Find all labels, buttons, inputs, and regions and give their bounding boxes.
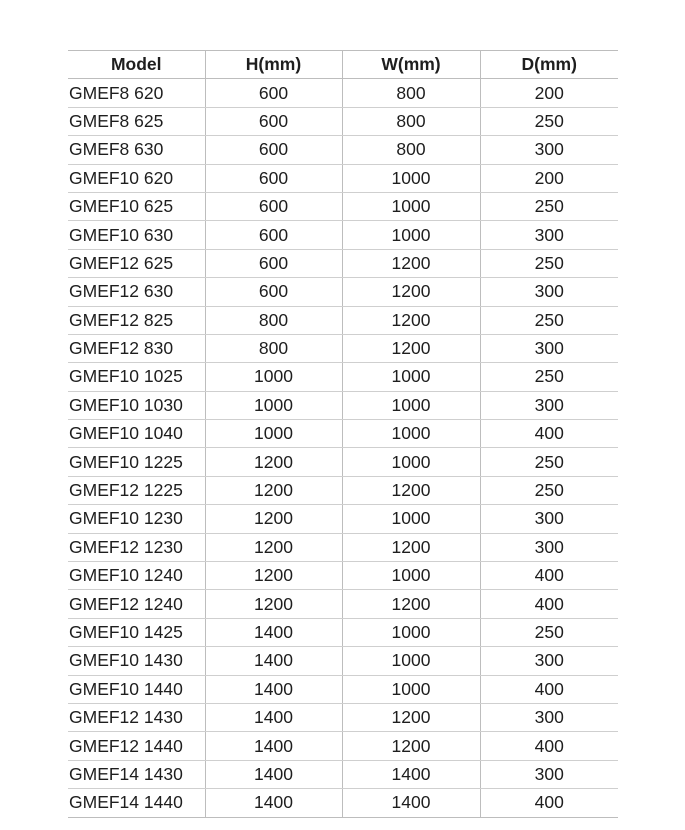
header-width: W(mm) xyxy=(342,51,480,79)
cell-depth: 300 xyxy=(480,533,618,561)
cell-depth: 200 xyxy=(480,164,618,192)
cell-depth: 250 xyxy=(480,107,618,135)
table-row xyxy=(68,136,618,164)
cell-depth: 300 xyxy=(480,760,618,788)
cell-width: 1200 xyxy=(342,732,480,760)
cell-height: 1200 xyxy=(205,533,342,561)
cell-width: 1200 xyxy=(342,249,480,277)
cell-width: 800 xyxy=(342,79,480,107)
cell-depth: 300 xyxy=(480,703,618,731)
cell-width: 1200 xyxy=(342,533,480,561)
cell-depth: 250 xyxy=(480,448,618,476)
cell-model: GMEF10 1025 xyxy=(68,363,205,391)
cell-width: 1000 xyxy=(342,647,480,675)
cell-width: 1000 xyxy=(342,618,480,646)
table-row xyxy=(68,192,618,220)
cell-width: 1000 xyxy=(342,448,480,476)
table-body xyxy=(68,79,618,817)
cell-height: 1200 xyxy=(205,505,342,533)
header-row xyxy=(68,51,618,79)
cell-height: 1400 xyxy=(205,647,342,675)
cell-depth: 400 xyxy=(480,420,618,448)
table-row xyxy=(68,590,618,618)
cell-model: GMEF8 630 xyxy=(68,136,205,164)
cell-height: 800 xyxy=(205,306,342,334)
cell-model: GMEF10 1040 xyxy=(68,420,205,448)
table-row xyxy=(68,391,618,419)
cell-width: 1000 xyxy=(342,391,480,419)
cell-depth: 250 xyxy=(480,618,618,646)
cell-height: 1400 xyxy=(205,675,342,703)
table-row xyxy=(68,562,618,590)
table-row xyxy=(68,789,618,817)
cell-depth: 300 xyxy=(480,136,618,164)
cell-width: 1200 xyxy=(342,278,480,306)
cell-model: GMEF12 630 xyxy=(68,278,205,306)
cell-depth: 250 xyxy=(480,476,618,504)
cell-height: 600 xyxy=(205,278,342,306)
cell-model: GMEF10 625 xyxy=(68,192,205,220)
cell-depth: 400 xyxy=(480,675,618,703)
cell-depth: 250 xyxy=(480,249,618,277)
cell-width: 800 xyxy=(342,107,480,135)
table-row xyxy=(68,647,618,675)
table-row xyxy=(68,760,618,788)
cell-height: 1200 xyxy=(205,562,342,590)
table-row xyxy=(68,249,618,277)
cell-depth: 200 xyxy=(480,79,618,107)
table-row xyxy=(68,703,618,731)
cell-height: 1200 xyxy=(205,448,342,476)
cell-height: 600 xyxy=(205,221,342,249)
cell-model: GMEF14 1440 xyxy=(68,789,205,817)
cell-height: 600 xyxy=(205,79,342,107)
cell-depth: 300 xyxy=(480,647,618,675)
cell-depth: 300 xyxy=(480,505,618,533)
cell-depth: 250 xyxy=(480,306,618,334)
cell-width: 1000 xyxy=(342,221,480,249)
cell-height: 1400 xyxy=(205,789,342,817)
table-row xyxy=(68,278,618,306)
table-row xyxy=(68,79,618,107)
cell-model: GMEF10 630 xyxy=(68,221,205,249)
cell-width: 1000 xyxy=(342,363,480,391)
table-row xyxy=(68,420,618,448)
cell-height: 1400 xyxy=(205,760,342,788)
cell-model: GMEF12 625 xyxy=(68,249,205,277)
cell-model: GMEF10 1225 xyxy=(68,448,205,476)
table-row xyxy=(68,164,618,192)
cell-width: 1000 xyxy=(342,164,480,192)
cell-model: GMEF8 625 xyxy=(68,107,205,135)
cell-height: 600 xyxy=(205,107,342,135)
cell-height: 600 xyxy=(205,136,342,164)
cell-depth: 300 xyxy=(480,278,618,306)
cell-height: 1200 xyxy=(205,590,342,618)
cell-width: 1200 xyxy=(342,334,480,362)
table-row xyxy=(68,618,618,646)
cell-height: 1000 xyxy=(205,420,342,448)
header-model: Model xyxy=(68,51,205,79)
cell-model: GMEF12 1440 xyxy=(68,732,205,760)
cell-width: 1400 xyxy=(342,760,480,788)
cell-depth: 250 xyxy=(480,192,618,220)
cell-depth: 400 xyxy=(480,732,618,760)
table-row xyxy=(68,675,618,703)
cell-model: GMEF10 1425 xyxy=(68,618,205,646)
cell-height: 1400 xyxy=(205,618,342,646)
cell-height: 600 xyxy=(205,164,342,192)
header-depth: D(mm) xyxy=(480,51,618,79)
table-row xyxy=(68,732,618,760)
cell-width: 800 xyxy=(342,136,480,164)
cell-depth: 300 xyxy=(480,221,618,249)
cell-model: GMEF10 1240 xyxy=(68,562,205,590)
cell-width: 1200 xyxy=(342,703,480,731)
header-height: H(mm) xyxy=(205,51,342,79)
cell-model: GMEF12 825 xyxy=(68,306,205,334)
cell-width: 1000 xyxy=(342,192,480,220)
cell-width: 1200 xyxy=(342,306,480,334)
table-row xyxy=(68,476,618,504)
cell-width: 1000 xyxy=(342,675,480,703)
table-row xyxy=(68,107,618,135)
cell-depth: 400 xyxy=(480,590,618,618)
cell-width: 1000 xyxy=(342,562,480,590)
table-row xyxy=(68,221,618,249)
cell-height: 1000 xyxy=(205,363,342,391)
table-row xyxy=(68,306,618,334)
cell-model: GMEF12 1430 xyxy=(68,703,205,731)
cell-width: 1000 xyxy=(342,420,480,448)
cell-model: GMEF12 830 xyxy=(68,334,205,362)
cell-height: 600 xyxy=(205,249,342,277)
cell-model: GMEF10 1440 xyxy=(68,675,205,703)
cell-height: 1000 xyxy=(205,391,342,419)
cell-height: 600 xyxy=(205,192,342,220)
cell-depth: 300 xyxy=(480,391,618,419)
cell-width: 1200 xyxy=(342,590,480,618)
cell-width: 1400 xyxy=(342,789,480,817)
cell-model: GMEF12 1240 xyxy=(68,590,205,618)
cell-depth: 400 xyxy=(480,562,618,590)
cell-height: 1400 xyxy=(205,703,342,731)
cell-model: GMEF14 1430 xyxy=(68,760,205,788)
cell-model: GMEF8 620 xyxy=(68,79,205,107)
cell-model: GMEF10 1030 xyxy=(68,391,205,419)
table-row xyxy=(68,533,618,561)
cell-depth: 300 xyxy=(480,334,618,362)
cell-height: 800 xyxy=(205,334,342,362)
cell-model: GMEF10 620 xyxy=(68,164,205,192)
cell-width: 1000 xyxy=(342,505,480,533)
cell-model: GMEF10 1230 xyxy=(68,505,205,533)
cell-height: 1200 xyxy=(205,476,342,504)
cell-depth: 250 xyxy=(480,363,618,391)
cell-height: 1400 xyxy=(205,732,342,760)
cell-model: GMEF12 1225 xyxy=(68,476,205,504)
table-row xyxy=(68,334,618,362)
cell-depth: 400 xyxy=(480,789,618,817)
cell-model: GMEF10 1430 xyxy=(68,647,205,675)
dimensions-table xyxy=(68,50,618,818)
table-row xyxy=(68,448,618,476)
cell-model: GMEF12 1230 xyxy=(68,533,205,561)
cell-width: 1200 xyxy=(342,476,480,504)
table-row xyxy=(68,363,618,391)
table-row xyxy=(68,505,618,533)
